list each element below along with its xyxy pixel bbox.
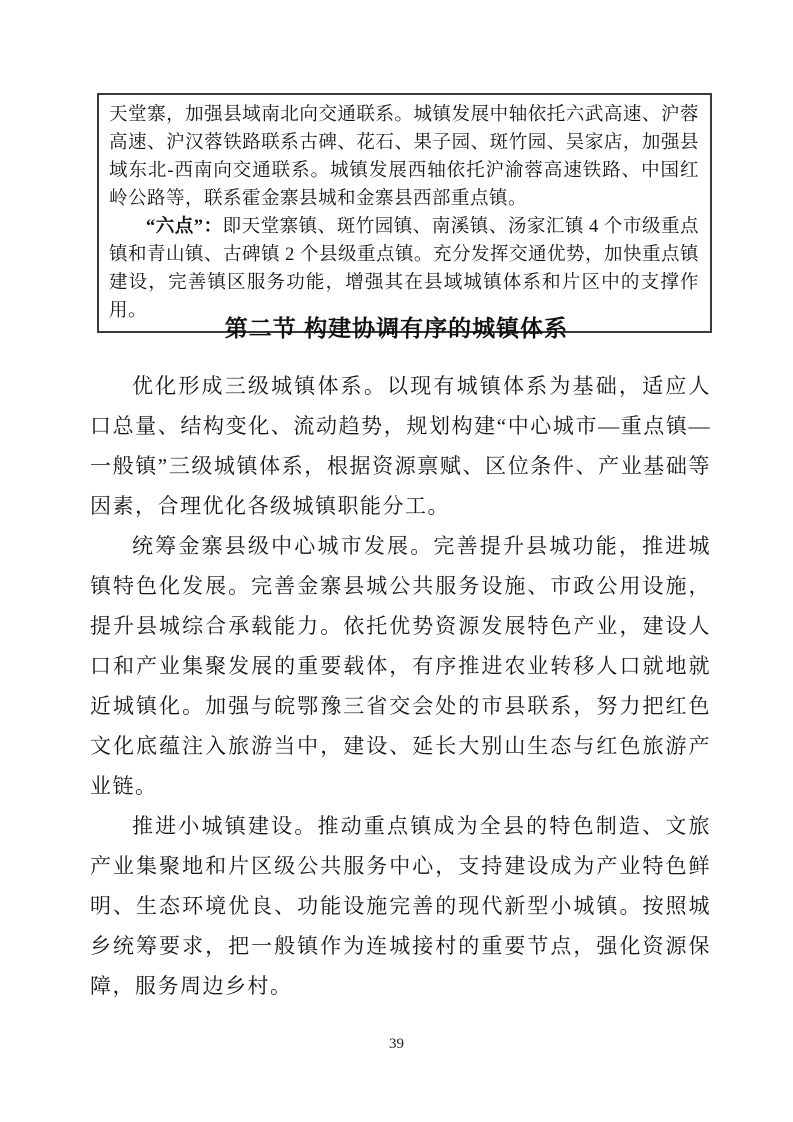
page-number: 39 (389, 1036, 404, 1052)
box-paragraph-text: 即天堂寨镇、斑竹园镇、南溪镇、汤家汇镇 4 个市级重点镇和青山镇、古碑镇 2 个县级重点镇。充分发挥交通优势，加快重点镇建设，完善镇区服务功能，增强其在县域城镇体系和片区中的支撑作用。 (109, 217, 700, 321)
box-paragraph-continuation: 天堂寨，加强县域南北向交通联系。城镇发展中轴依托六武高速、沪蓉高速、沪汉蓉铁路联系古碑、花石、果子园、斑竹园、吴家店，加强县域东北-西南向交通联系。城镇发展西轴依托沪渝蓉高速铁路、中国红岭公路等，联系霍金寨县城和金寨县西部重点镇。 (109, 105, 699, 209)
body-paragraph-2: 统筹金寨县级中心城市发展。完善提升县城功能，推进城镇特色化发展。完善金寨县城公共服务设施、市政公用设施，提升县城综合承载能力。依托优势资源发展特色产业，建设人口和产业集聚发展的重要载体，有序推进农业转移人口就地就近城镇化。加强与皖鄂豫三省交会处的市县联系，努力把红色文化底蕴注入旅游当中，建设、延长大别山生态与红色旅游产业链。 (90, 534, 711, 798)
body-paragraph-1: 优化形成三级城镇体系。以现有城镇体系为基础，适应人口总量、结构变化、流动趋势，规划构建“中心城市—重点镇—一般镇”三级城镇体系，根据资源禀赋、区位条件、产业基础等因素，合理优化各级城镇职能分工。 (90, 374, 711, 518)
body-content (90, 366, 711, 1006)
box-paragraph-six-points (109, 213, 699, 325)
section-heading: 第二节 构建协调有序的城镇体系 (224, 315, 569, 341)
highlight-box (97, 93, 712, 333)
box-paragraph-lead: “六点”： (146, 217, 223, 237)
body-paragraph-3: 推进小城镇建设。推动重点镇成为全县的特色制造、文旅产业集聚地和片区级公共服务中心，支持建设成为产业特色鲜明、生态环境优良、功能设施完善的现代新型小城镇。按照城乡统筹要求，把一般镇作为连城接村的重要节点，强化资源保障，服务周边乡村。 (90, 814, 711, 998)
